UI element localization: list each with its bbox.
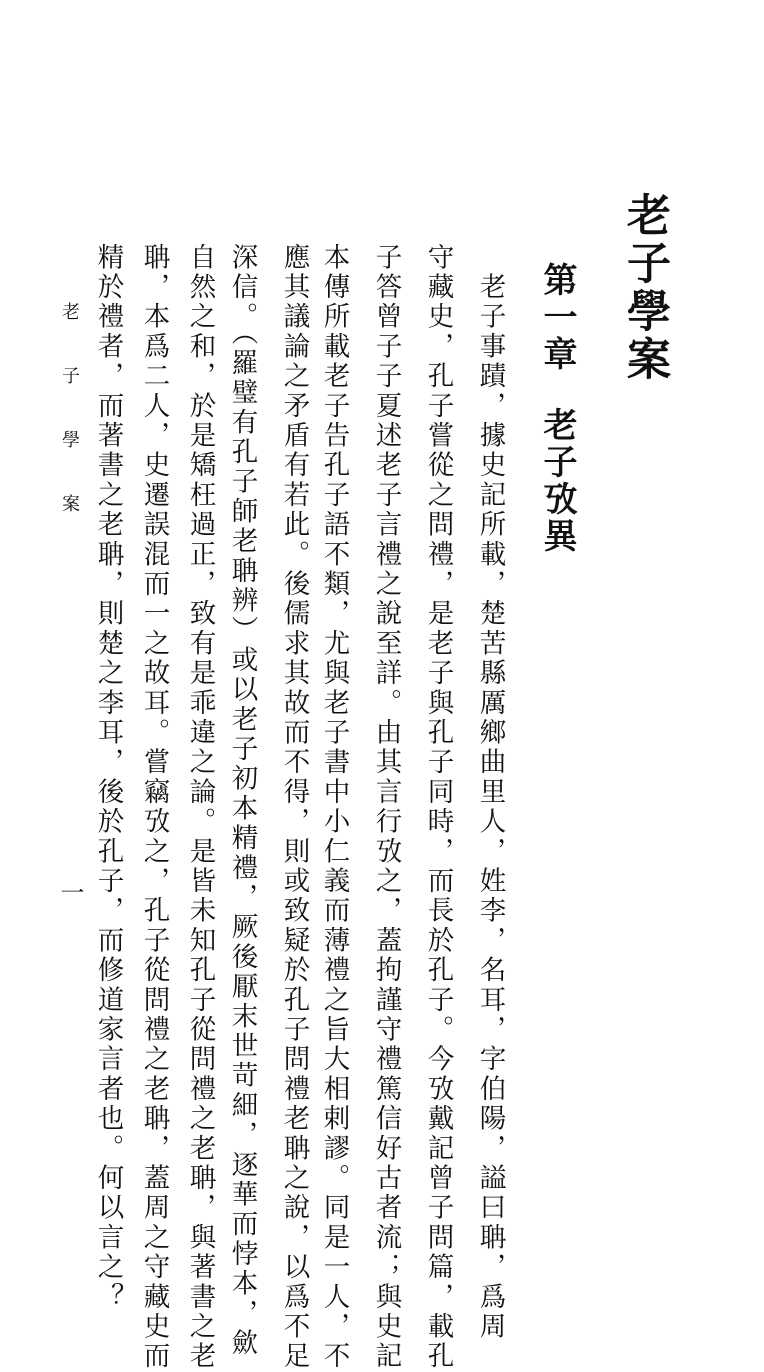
paragraph-line: 深信。（羅璧有孔子師老聃辨）或以老子初本精禮，厥後厭末世苛細，逐華而悖本，歛 [226, 243, 258, 1359]
chapter-heading [537, 262, 577, 555]
chapter-title: 老子攷異 [537, 407, 577, 555]
paragraph-line: 老子事蹟，據史記所載，楚苦縣厲鄉曲里人，姓李，名耳，字伯陽，謚曰聃，爲周 [474, 243, 506, 1342]
chapter-number: 第一章 [537, 262, 577, 373]
paragraph-line: 自然之和，於是矯枉過正，致有是乖違之論。是皆未知孔子從問禮之老聃，與著書之老 [184, 243, 216, 1372]
book-title: 老子學案 [619, 192, 670, 384]
page-number: 一 [56, 880, 84, 904]
paragraph-line: 本傳所載老子告孔子語不類，尤與老子書中小仁義而薄禮之旨大相剌謬。同是一人，不 [318, 243, 350, 1372]
paragraph-line: 聃，本爲二人，史遷誤混而一之故耳。嘗竊攷之，孔子從問禮之老聃，蓋周之守藏史而 [138, 243, 170, 1372]
paragraph-line: 子答曾子子夏述老子言禮之說至詳。由其言行攷之，蓋拘謹守禮篤信好古者流；與史記 [370, 243, 402, 1372]
running-title: 老子學案 [59, 302, 80, 558]
paragraph-line: 應其議論之矛盾有若此。後儒求其故而不得，則或致疑於孔子問禮老聃之說，以爲不足 [278, 243, 310, 1372]
paragraph-line: 守藏史，孔子嘗從之問禮，是老子與孔子同時，而長於孔子。今攷戴記曾子問篇，載孔 [422, 243, 454, 1372]
paragraph-line: 精於禮者，而著書之老聃，則楚之李耳，後於孔子，而修道家言者也。何以言之？ [92, 243, 124, 1313]
